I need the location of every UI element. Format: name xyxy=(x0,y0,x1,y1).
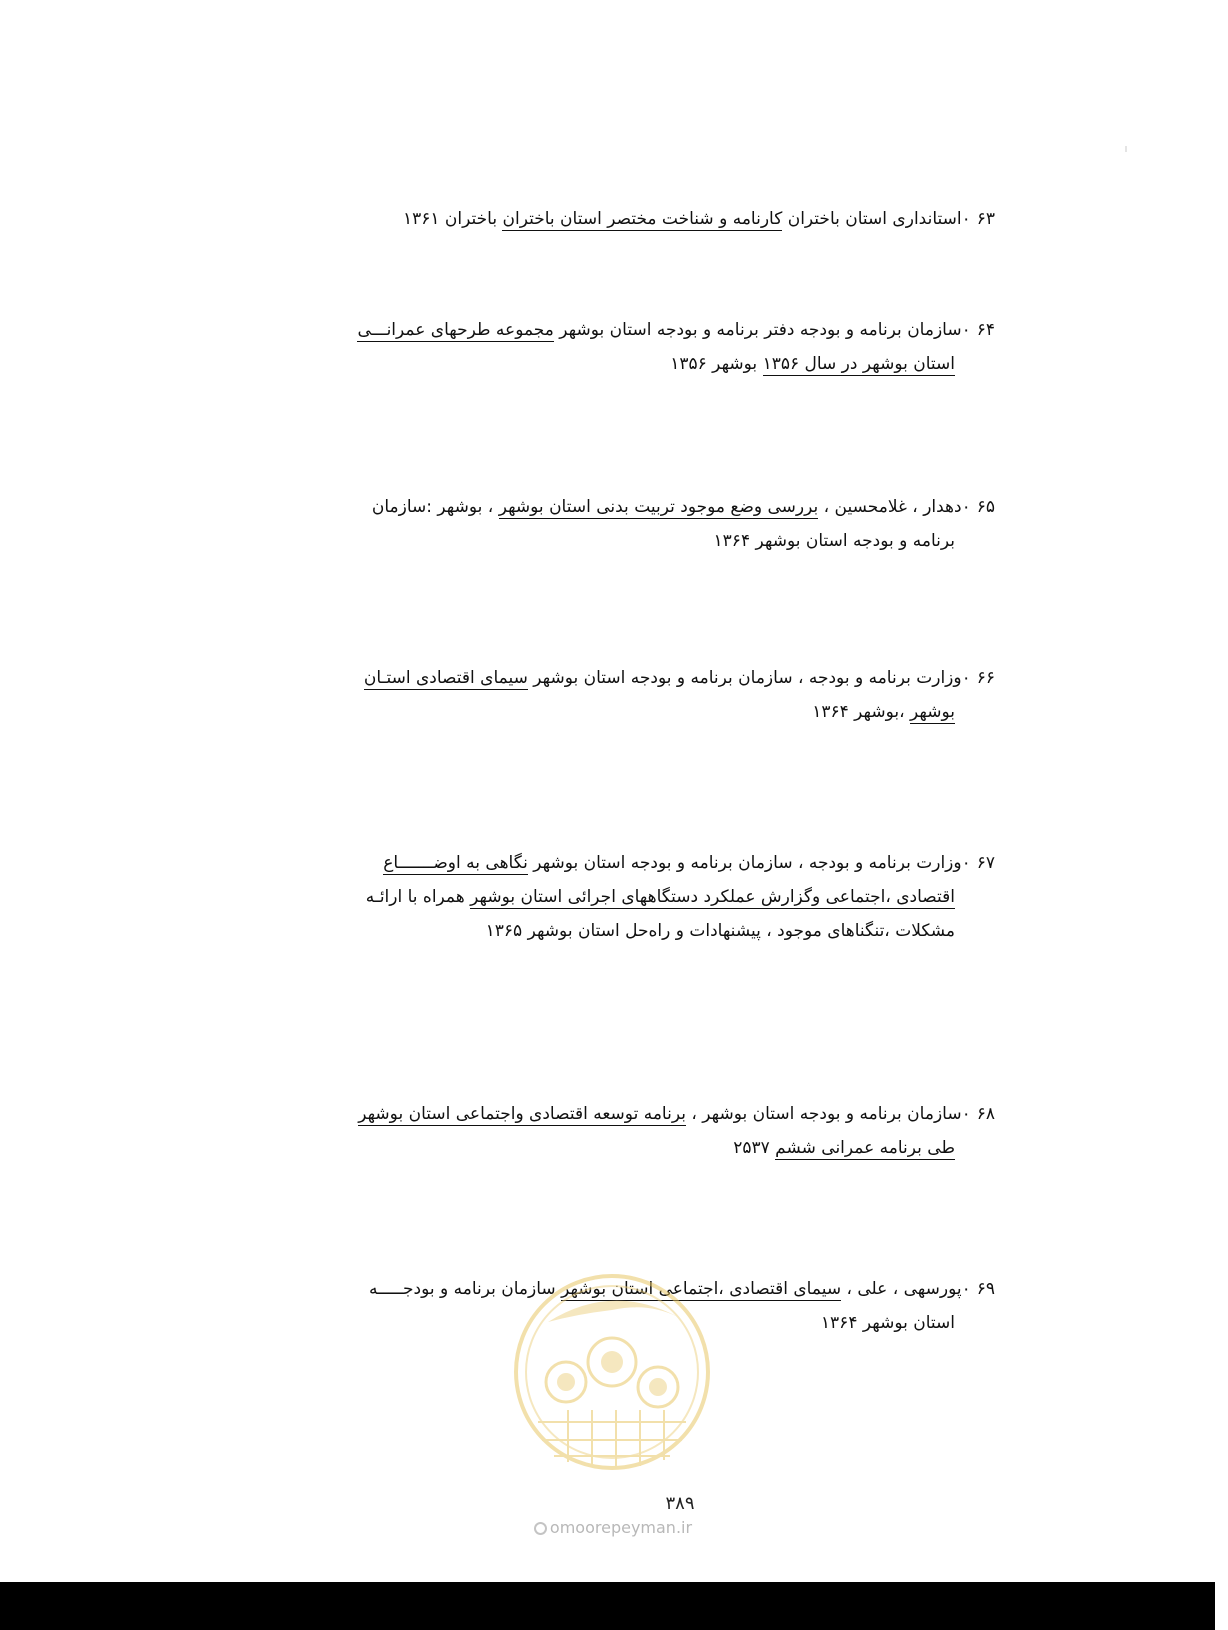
bibliography-entry-68 xyxy=(225,1097,995,1165)
bibliography-entry-67 xyxy=(225,846,995,948)
entry-line xyxy=(225,661,995,695)
entry-line xyxy=(225,914,995,948)
entry-text: ۰دهدار ، غلامحسین ، xyxy=(818,497,971,517)
entry-title-underlined: بوشهر xyxy=(910,702,955,722)
entry-number: ۶۶ xyxy=(976,668,995,688)
entry-number: ۶۹ xyxy=(976,1279,995,1299)
entry-number: ۶۵ xyxy=(976,497,995,517)
entry-line xyxy=(225,880,995,914)
entry-text: ،بوشهر ۱۳۶۴ xyxy=(812,702,911,722)
entry-text: ۰وزارت برنامه و بودجه ، سازمان برنامه و بودجه استان بوشهر xyxy=(527,853,971,873)
entry-text: ۰پورسهی ، علی ، xyxy=(841,1279,971,1299)
entry-title-underlined: طی برنامه عمرانی ششم xyxy=(775,1138,955,1158)
bibliography-entry-63 xyxy=(225,202,995,236)
entry-line xyxy=(225,524,995,558)
entry-text: همراه با ارائـه xyxy=(365,887,471,907)
entry-title-underlined: استان بوشهر در سال ۱۳۵۶ xyxy=(762,354,955,374)
entry-title-underlined: سیمای اقتصادی ،اجتماعی استان بوشهر xyxy=(561,1279,842,1299)
entry-text: ۰استانداری استان باختران xyxy=(782,209,971,229)
entry-title-underlined: سیمای اقتصادی استـان xyxy=(363,668,528,688)
entry-text: ۲۵۳۷ xyxy=(733,1138,776,1158)
entry-number: ۶۷ xyxy=(976,853,995,873)
watermark-text: omoorepeyman.ir xyxy=(549,1518,693,1537)
entry-line xyxy=(225,347,995,381)
entry-text: بوشهر ۱۳۵۶ xyxy=(670,354,763,374)
entry-text: ، بوشهر :سازمان xyxy=(371,497,499,517)
entry-line xyxy=(225,490,995,524)
entry-title-underlined: نگاهی به اوضـــــــاع xyxy=(383,853,528,873)
entry-text: مشکلات ،تنگناهای موجود ، پیشنهادات و راه‌حل استان بوشهر ۱۳۶۵ xyxy=(485,921,955,941)
bibliography-entry-64 xyxy=(225,313,995,381)
entry-line xyxy=(225,695,995,729)
scan-bottom-bar xyxy=(0,1582,1215,1630)
entry-title-underlined: برنامه توسعه اقتصادی واجتماعی استان بوشهر xyxy=(358,1104,686,1124)
entry-number: ۶۸ xyxy=(976,1104,995,1124)
entry-text: سازمان برنامه و بودجـــــه xyxy=(368,1279,562,1299)
entry-text: ۰وزارت برنامه و بودجه ، سازمان برنامه و بودجه استان بوشهر xyxy=(527,668,971,688)
entry-line xyxy=(225,313,995,347)
entry-text: برنامه و بودجه استان بوشهر ۱۳۶۴ xyxy=(713,531,955,551)
scan-mark xyxy=(1125,146,1127,152)
entry-title-underlined: اقتصادی ،اجتماعی وگزارش عملکرد دستگاههای اجرائی استان بوشهر xyxy=(470,887,955,907)
entry-line xyxy=(225,202,995,236)
entry-title-underlined: مجموعه طرحهای عمرانـــی xyxy=(357,320,554,340)
entry-line xyxy=(225,1131,995,1165)
entry-number: ۶۴ xyxy=(976,320,995,340)
seal-stamp-logo xyxy=(508,1262,716,1482)
entry-text: استان بوشهر ۱۳۶۴ xyxy=(820,1313,955,1333)
scan-edge xyxy=(1215,1572,1228,1630)
bibliography-entry-65 xyxy=(225,490,995,558)
entry-line xyxy=(225,1097,995,1131)
site-watermark xyxy=(513,1518,713,1537)
entry-text: باختران ۱۳۶۱ xyxy=(403,209,503,229)
entry-title-underlined: کارنامه و شناخت مختصر استان باختران xyxy=(502,209,783,229)
entry-title-underlined: بررسی وضع موجود تربیت بدنی استان بوشهر xyxy=(498,497,819,517)
entry-line xyxy=(225,846,995,880)
entry-text: ۰سازمان برنامه و بودجه دفتر برنامه و بودجه استان بوشهر xyxy=(553,320,971,340)
globe-icon xyxy=(534,1522,547,1535)
entry-number: ۶۳ xyxy=(976,209,995,229)
entry-text: ۰سازمان برنامه و بودجه استان بوشهر ، xyxy=(685,1104,971,1124)
page-number: ۳۸۹ xyxy=(665,1493,695,1514)
bibliography-entry-66 xyxy=(225,661,995,729)
